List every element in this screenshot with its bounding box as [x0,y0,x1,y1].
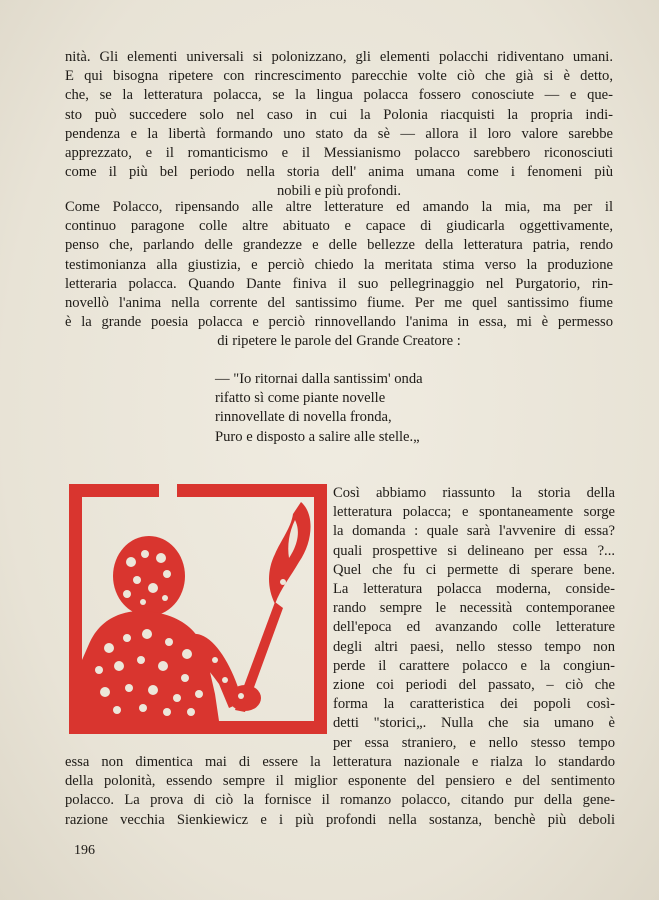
text-line: della polonità, essendo sempre il miglior esponente del pensiero e del sentimento [65,773,615,790]
text-line: pendenza e la libertà formando uno stato da sè — allora il loro valore sarebbe [65,125,613,142]
text-line: quali prospettive si delineano per essa ?... [333,542,615,559]
verse-quotation [215,370,515,447]
text-line: letteraria polacca. Quando Dante finiva il suo pellegrinaggio nel Purgatorio, rin- [65,275,613,292]
text-line: nobili e più profondi. [276,183,402,200]
text-line: continuo paragone colle altre abituato e capace di giudicarla oggettivamente, [65,218,613,235]
text-line: nità. Gli elementi universali si polonizzano, gli elementi polacchi ridiventano umani. [65,49,613,65]
text-line: apprezzato, e il romanticismo e il Messianismo polacco sarebbero riconosciuti [65,145,613,162]
text-line: razione vecchia Sienkiewicz e i più profondi nella sostanza, benchè più deboli [65,811,615,828]
verse-line: rinnovellate di novella fronda, [215,409,392,426]
woodcut-illustration [69,484,327,734]
verse-line: Puro e disposto a salire alle stelle.„ [215,428,420,445]
text-line: Così abbiamo riassunto la storia della [333,485,615,501]
text-line: Come Polacco, ripensando alle altre letterature ed amando la mia, ma per il [65,199,613,215]
text-line: penso che, parlando delle grandezze e delle bellezze della letteratura patria, rendo [65,237,613,254]
paragraph-2 [65,198,613,352]
text-line: forma la caratteristica dei popoli così- [333,696,615,713]
text-line: come il più bel periodo nella storia dell' anima umana come i fenomeni più [65,164,613,181]
paragraph-4 [65,753,615,830]
text-line: detti "storici„. Nulla che sia umano è [333,715,615,732]
text-line: rando sempre le necessità contemporanee [333,600,615,617]
text-line: letteratura polacca; e spontaneamente sorge [333,504,615,521]
text-line: Quel che fu ci permette di sperare bene. [333,561,615,578]
paragraph-3 [333,484,615,753]
text-line: di ripetere le parole del Grande Creatore : [217,333,461,350]
verse-line: — "Io ritornai dalla santissim' onda [215,371,423,387]
text-line: essa non dimentica mai di essere la letteratura nazionale e rialza lo standardo [65,754,615,770]
text-line: degli altri paesi, nello stesso tempo non [333,638,615,655]
text-line: la domanda : quale sarà l'avvenire di essa? [333,523,615,540]
text-line: La letteratura polacca moderna, conside- [333,581,615,598]
text-line: perde il carattere polacco e la congiun- [333,657,615,674]
verse-line: rifatto sì come piante novelle [215,390,386,407]
text-line: polacco. La prova di ciò la fornisce il romanzo polacco, citando pur della gene- [65,792,615,809]
text-line: zione coi periodi del passato, – ciò che [333,677,615,694]
text-line: sto può succedere solo nel caso in cui la Polonia riacquisti la propria indi- [65,106,613,123]
page-number: 196 [74,843,95,858]
text-line: testimonianza alla giustizia, e perciò chiedo la meritata stima verso la produzione [65,256,613,273]
paragraph-1 [65,48,613,202]
text-line: E qui bisogna ripetere con rincrescimento parecchie volte ciò che già si è detto, [65,68,613,85]
text-line: per essa straniero, e nello stesso tempo [333,734,615,751]
text-line: che, se la letteratura polacca, se la lingua polacca fossero conosciute — e que- [65,87,613,104]
text-line: novellò l'anima nella corrente del santissimo fiume. Per me quel santissimo fiume [65,295,613,312]
text-line: dell'epoca ed avanzando colle letterature [333,619,615,636]
text-line: è la grande poesia polacca e perciò rinnovellando l'anima in essa, mi è permesso [65,314,613,331]
